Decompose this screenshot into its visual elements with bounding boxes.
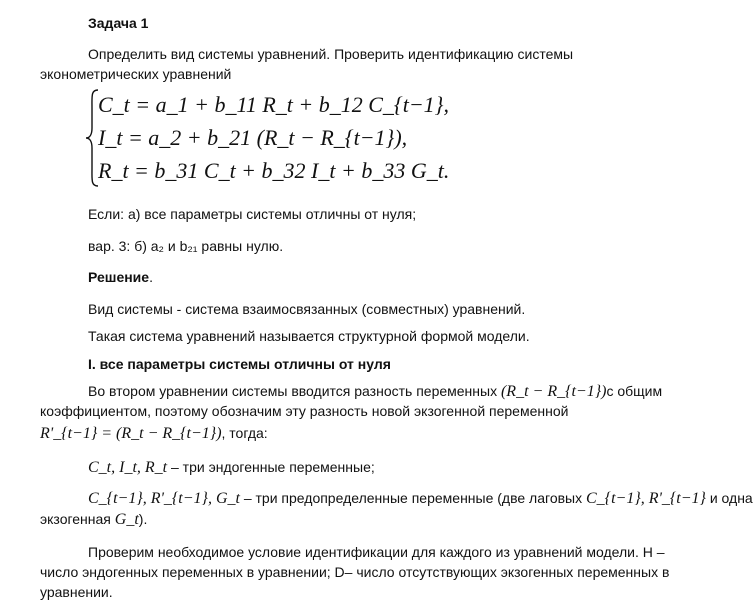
equation-2: I_t = a_2 + b_21 (R_t − R_{t−1}), [98,125,408,150]
predetermined-line-2-tail: ). [138,511,148,527]
endogenous-text: – три эндогенные переменные; [167,459,375,475]
predetermined-line-2-math: G_t [114,511,139,528]
section-1-title: I. все параметры системы отличны от нуля [88,356,391,372]
para1-line-3-math: R'_{t−1} = (R_t − R_{t−1}) [40,425,222,442]
equation-system [84,88,450,188]
predetermined-math-2: C_{t−1}, R'_{t−1} [586,490,706,507]
solution-heading [88,268,153,286]
para1-line-1-tail: с общим [606,383,663,399]
predetermined-line-2-text: экзогенная [40,511,115,527]
para1-line-3-tail: , тогда: [221,425,268,441]
endogenous-line [88,458,375,477]
para1-line-1-text: Во втором уравнении системы вводится разность переменных [88,383,498,399]
endogenous-math: C_t, I_t, R_t [88,459,168,476]
para1-line-1 [88,382,662,401]
task-title: Задача 1 [88,15,149,31]
check-line-1: Проверим необходимое условие идентификации для каждого из уравнений модели. H – [88,544,665,560]
check-line-3: уравнении. [40,584,113,600]
equation-1: C_t = a_1 + b_11 R_t + b_12 C_{t−1}, [98,92,449,117]
solution-title: Решение [88,269,150,285]
condition-a: Если: а) все параметры системы отличны от нуля; [88,206,417,222]
predetermined-line-2 [40,510,147,529]
solution-dot: . [149,269,153,285]
para1-line-2: коэффициентом, поэтому обозначим эту разность новой экзогенной переменной [40,403,569,419]
intro-line-1: Определить вид системы уравнений. Проверить идентификацию системы [88,46,574,62]
predetermined-line-1 [88,489,753,508]
para1-line-3 [40,424,268,443]
predetermined-text-2: и одна [705,490,753,506]
condition-b: вар. 3: б) a₂ и b₂₁ равны нулю. [88,238,284,254]
predetermined-text: – три предопределенные переменные (две лаговых [239,490,586,506]
equation-3: R_t = b_31 C_t + b_32 I_t + b_33 G_t. [98,158,450,183]
intro-line-2: эконометрических уравнений [40,66,232,82]
check-line-2: число эндогенных переменных в уравнении; D– число отсутствующих экзогенных переменных в [40,564,670,580]
system-type: Вид системы - система взаимосвязанных (совместных) уравнений. [88,301,526,317]
predetermined-math: C_{t−1}, R'_{t−1}, G_t [88,490,240,507]
para1-line-1-math: (R_t − R_{t−1}) [500,383,607,400]
structural-form: Такая система уравнений называется структурной формой модели. [88,328,530,344]
